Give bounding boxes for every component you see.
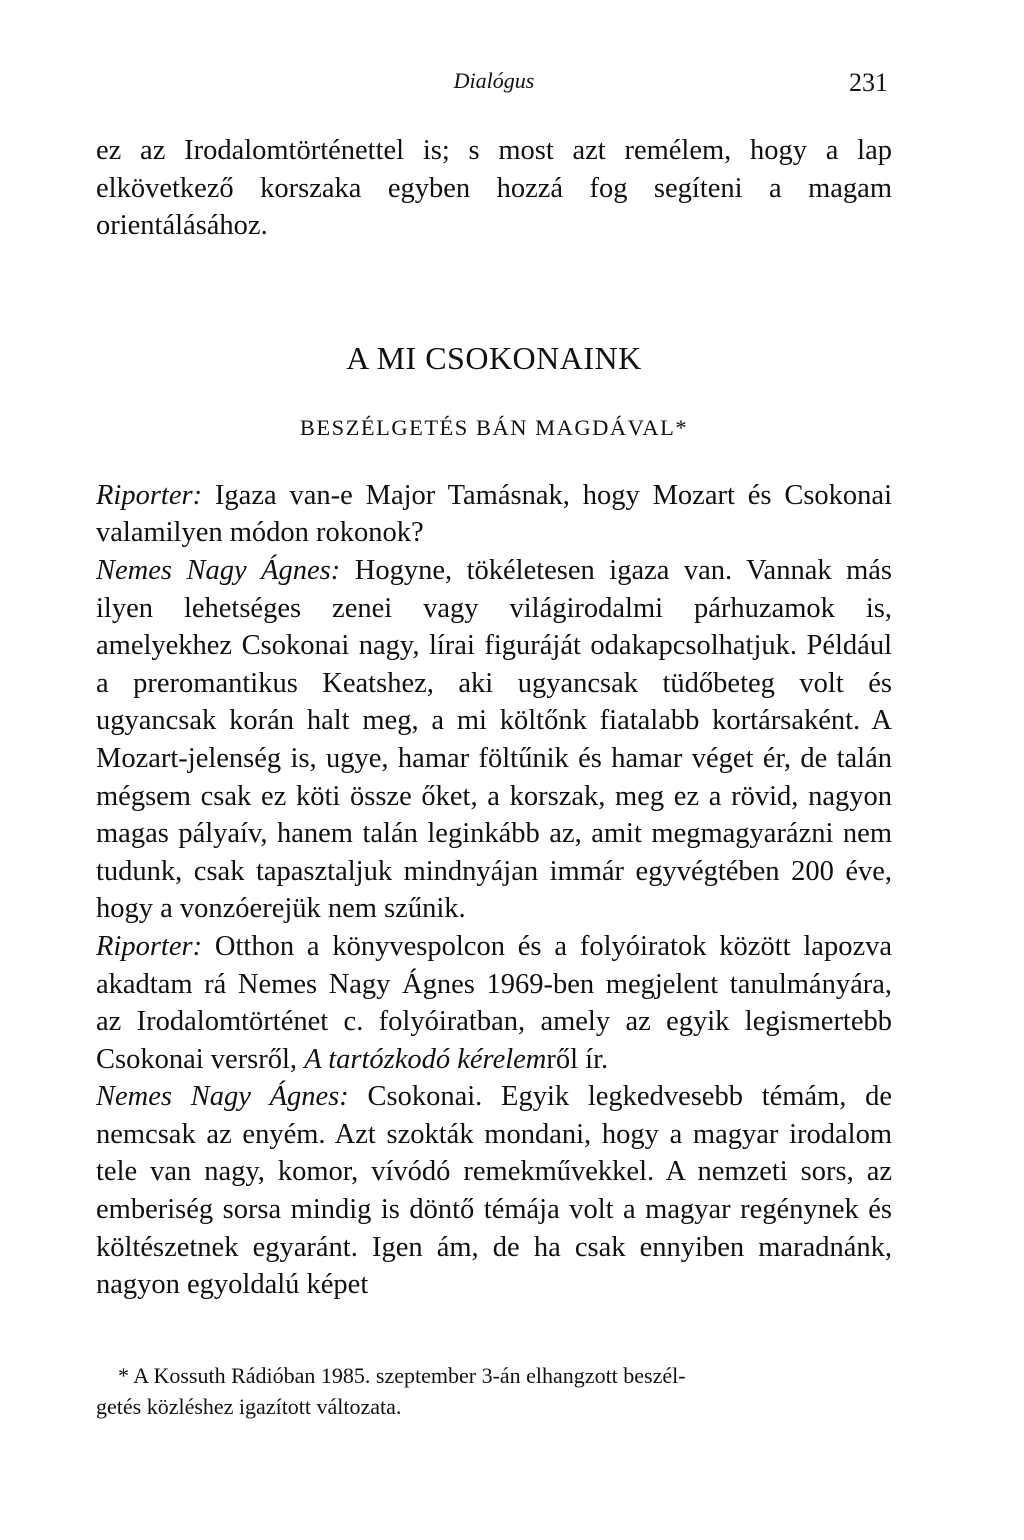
page-number: 231 [849,68,888,97]
dialog-text: Csokonai. Egyik legkedvesebb témám, de nemcsak az enyém. Azt szokták mondani, hogy a magyar irodalom tele van nagy, komor, vívódó remekművekkel. A nemzeti sors, az emberiség sorsa mindig is döntő témája volt a magyar regénynek és költészetnek egyaránt. Igen ám, de ha csak ennyiben maradnánk, nagyon egyoldalú képet [96,1081,893,1301]
dialog-text: Hogyne, tökéletesen igaza van. Vannak más ilyen lehetséges zenei vagy világirodalmi párhuzamok is, amelyekhez Csokonai nagy, lírai figuráját odakapcsolhatjuk. Például a preromantikus Keatshez, aki ugyancsak tüdőbeteg volt és ugyancsak korán halt meg, a mi költőnk fiatalabb kortársaként. A Mozart-jelenség is, ugye, hamar föltűnik és hamar véget ér, de talán mégsem csak ez köti össze őket, a korszak, meg ez a rövid, nagyon magas pályaív, hanem talán leginkább az, amit megmagyarázni nem tudunk, csak tapasztaljuk mindnyájan immár egyvégtében 200 éve, hogy a vonzóerejük nem szűnik. [96,554,893,925]
footnote [96,1360,892,1422]
intro-paragraph: ez az Irodalomtörténettel is; s most azt remélem, hogy a lap elkövetkező korszaka egyben hozzá fog segíteni a magam orientálásához. [96,135,892,242]
page-header [96,58,892,98]
page [96,58,892,1304]
article-subtitle: BESZÉLGETÉS BÁN MAGDÁVAL* [299,414,689,440]
dialog-turn [96,552,892,928]
speaker-label: Nemes Nagy Ágnes: [96,1081,349,1113]
dialog-turn [96,1078,892,1304]
speaker-label: Riporter: [96,930,203,962]
dialog-turn [96,477,892,552]
article-title: A MI CSOKONAINK [346,339,642,376]
footnote-line: getés közléshez igazított változata. [96,1394,402,1419]
dialog-turn [96,928,892,1078]
dialog-text: Otthon a könyvespolcon és a folyóiratok között lapozva akadtam rá Nemes Nagy Ágnes 1969-ben megjelent tanulmányára, az Irodalomtörténet c. folyóiratban, amely az egyik legismertebb Csokonai versről, [96,930,892,1075]
running-title: Dialógus [453,68,535,93]
dialog-text: Igaza van-e Major Tamásnak, hogy Mozart és Csokonai valamilyen módon rokonok? [96,479,892,549]
speaker-label: Riporter: [96,479,203,511]
dialog [96,477,892,1304]
dialog-text-continued: ről ír. [546,1043,609,1075]
footnote-line: * A Kossuth Rádióban 1985. szeptember 3-án elhangzott beszél- [118,1363,686,1388]
speaker-label: Nemes Nagy Ágnes: [96,554,341,586]
poem-title: A tartózkodó kérelem [304,1043,547,1075]
